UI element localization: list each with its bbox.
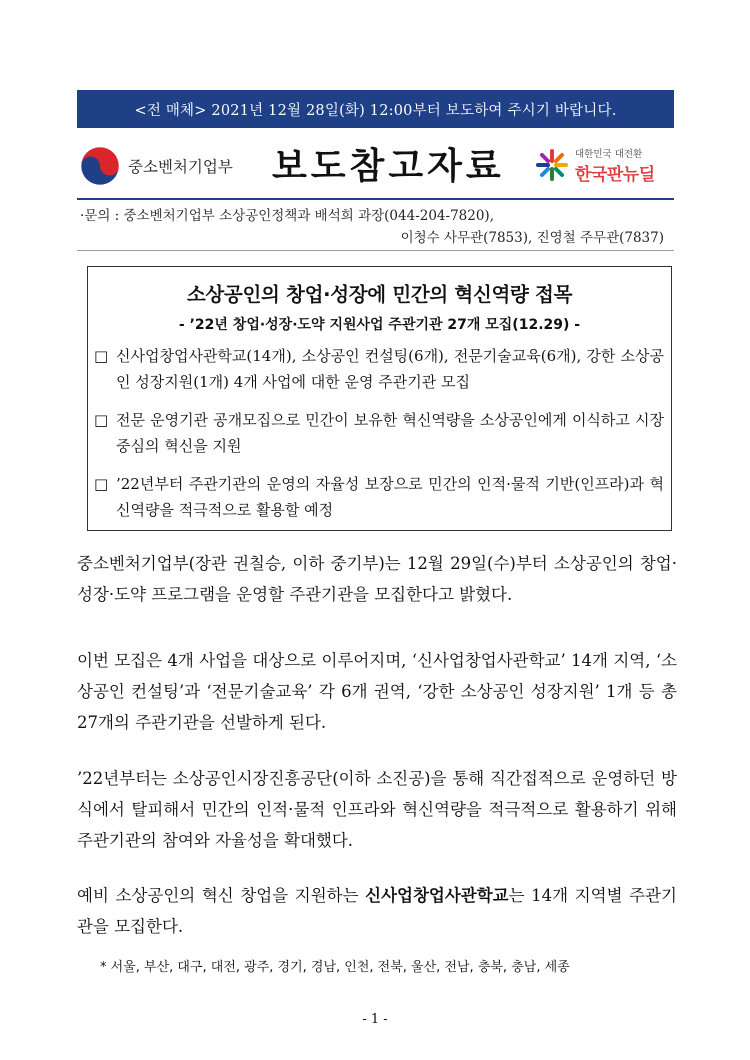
summary-subtitle: - ’22년 창업·성장·도약 지원사업 주관기관 27개 모집(12.29) - bbox=[178, 317, 581, 333]
taegeuk-emblem-icon bbox=[80, 146, 120, 186]
program-name-bold: 신사업창업사관학교 bbox=[365, 886, 509, 905]
summary-bullet bbox=[94, 343, 664, 395]
ministry-logo bbox=[80, 143, 233, 189]
checkbox-square-icon: □ bbox=[94, 347, 109, 365]
body-paragraph: ’22년부터는 소상공인시장진흥공단(이하 소진공)을 통해 직간접적으로 운영하던 방식에서 탈피해서 민간의 인적·물적 인프라와 혁신역량을 적극적으로 활용하기 위해 주관기관의 참여와 자율성을 확대했다. bbox=[77, 769, 677, 850]
document-title: 보도참고자료 bbox=[272, 145, 505, 187]
summary-bullet-text: ’22년부터 주관기관의 운영의 자율성 보장으로 민간의 인적·물적 기반(인프라)과 혁신역량을 적극적으로 활용할 예정 bbox=[116, 475, 664, 519]
contact-line-2: 이청수 사무관(7853), 진영철 주무관(7837) bbox=[400, 230, 664, 246]
header-divider bbox=[77, 198, 674, 200]
summary-bullet-text: 신사업창업사관학교(14개), 소상공인 컨설팅(6개), 전문기술교육(6개), 강한 소상공인 성장지원(1개) 4개 사업에 대한 운영 주관기관 모집 bbox=[116, 347, 664, 391]
summary-title: 소상공인의 창업·성장에 민간의 혁신역량 접목 bbox=[186, 283, 573, 306]
paragraph-text: 는 14개 지역별 주관기관을 모집한다. bbox=[77, 886, 677, 936]
body-paragraph bbox=[77, 880, 677, 942]
embargo-text: <전 매체> 2021년 12월 28일(화) 12:00부터 보도하여 주시기 바랍니다. bbox=[134, 102, 617, 119]
new-deal-star-icon bbox=[535, 148, 569, 182]
korean-new-deal-logo bbox=[535, 140, 655, 190]
summary-bullet-text: 전문 운영기관 공개모집으로 민간이 보유한 혁신역량을 소상공인에게 이식하고 시장 중심의 혁신을 지원 bbox=[116, 411, 664, 455]
body-paragraph: 중소벤처기업부(장관 권칠승, 이하 중기부)는 12월 29일(수)부터 소상공인의 창업·성장·도약 프로그램을 운영할 주관기관을 모집한다고 밝혔다. bbox=[77, 554, 677, 604]
contact-info bbox=[80, 205, 670, 249]
contact-line-1: ·문의 : 중소벤처기업부 소상공인정책과 배석희 과장(044-204-7820), bbox=[80, 208, 494, 224]
summary-box bbox=[87, 266, 672, 531]
ministry-name: 중소벤처기업부 bbox=[128, 158, 233, 176]
contact-divider bbox=[77, 250, 674, 251]
summary-bullet bbox=[94, 407, 664, 459]
new-deal-subtitle: 대한민국 대전환 bbox=[575, 148, 643, 160]
embargo-banner bbox=[77, 90, 674, 128]
page-number: - 1 - bbox=[362, 1012, 388, 1027]
new-deal-title: 한국판뉴딜 bbox=[575, 164, 655, 185]
summary-bullet bbox=[94, 471, 664, 523]
checkbox-square-icon: □ bbox=[94, 475, 109, 493]
checkbox-square-icon: □ bbox=[94, 411, 109, 429]
body-paragraph: 이번 모집은 4개 사업을 대상으로 이루어지며, ‘신사업창업사관학교’ 14개 지역, ‘소상공인 컨설팅’과 ‘전문기술교육’ 각 6개 권역, ‘강한 소상공인 성장지원’ 1개 등 총 27개의 주관기관을 선발하게 된다. bbox=[77, 651, 677, 732]
region-footnote: * 서울, 부산, 대구, 대전, 광주, 경기, 경남, 인천, 전북, 울산, 전남, 충북, 충남, 세종 bbox=[100, 960, 570, 975]
paragraph-text: 예비 소상공인의 혁신 창업을 지원하는 bbox=[77, 886, 366, 905]
